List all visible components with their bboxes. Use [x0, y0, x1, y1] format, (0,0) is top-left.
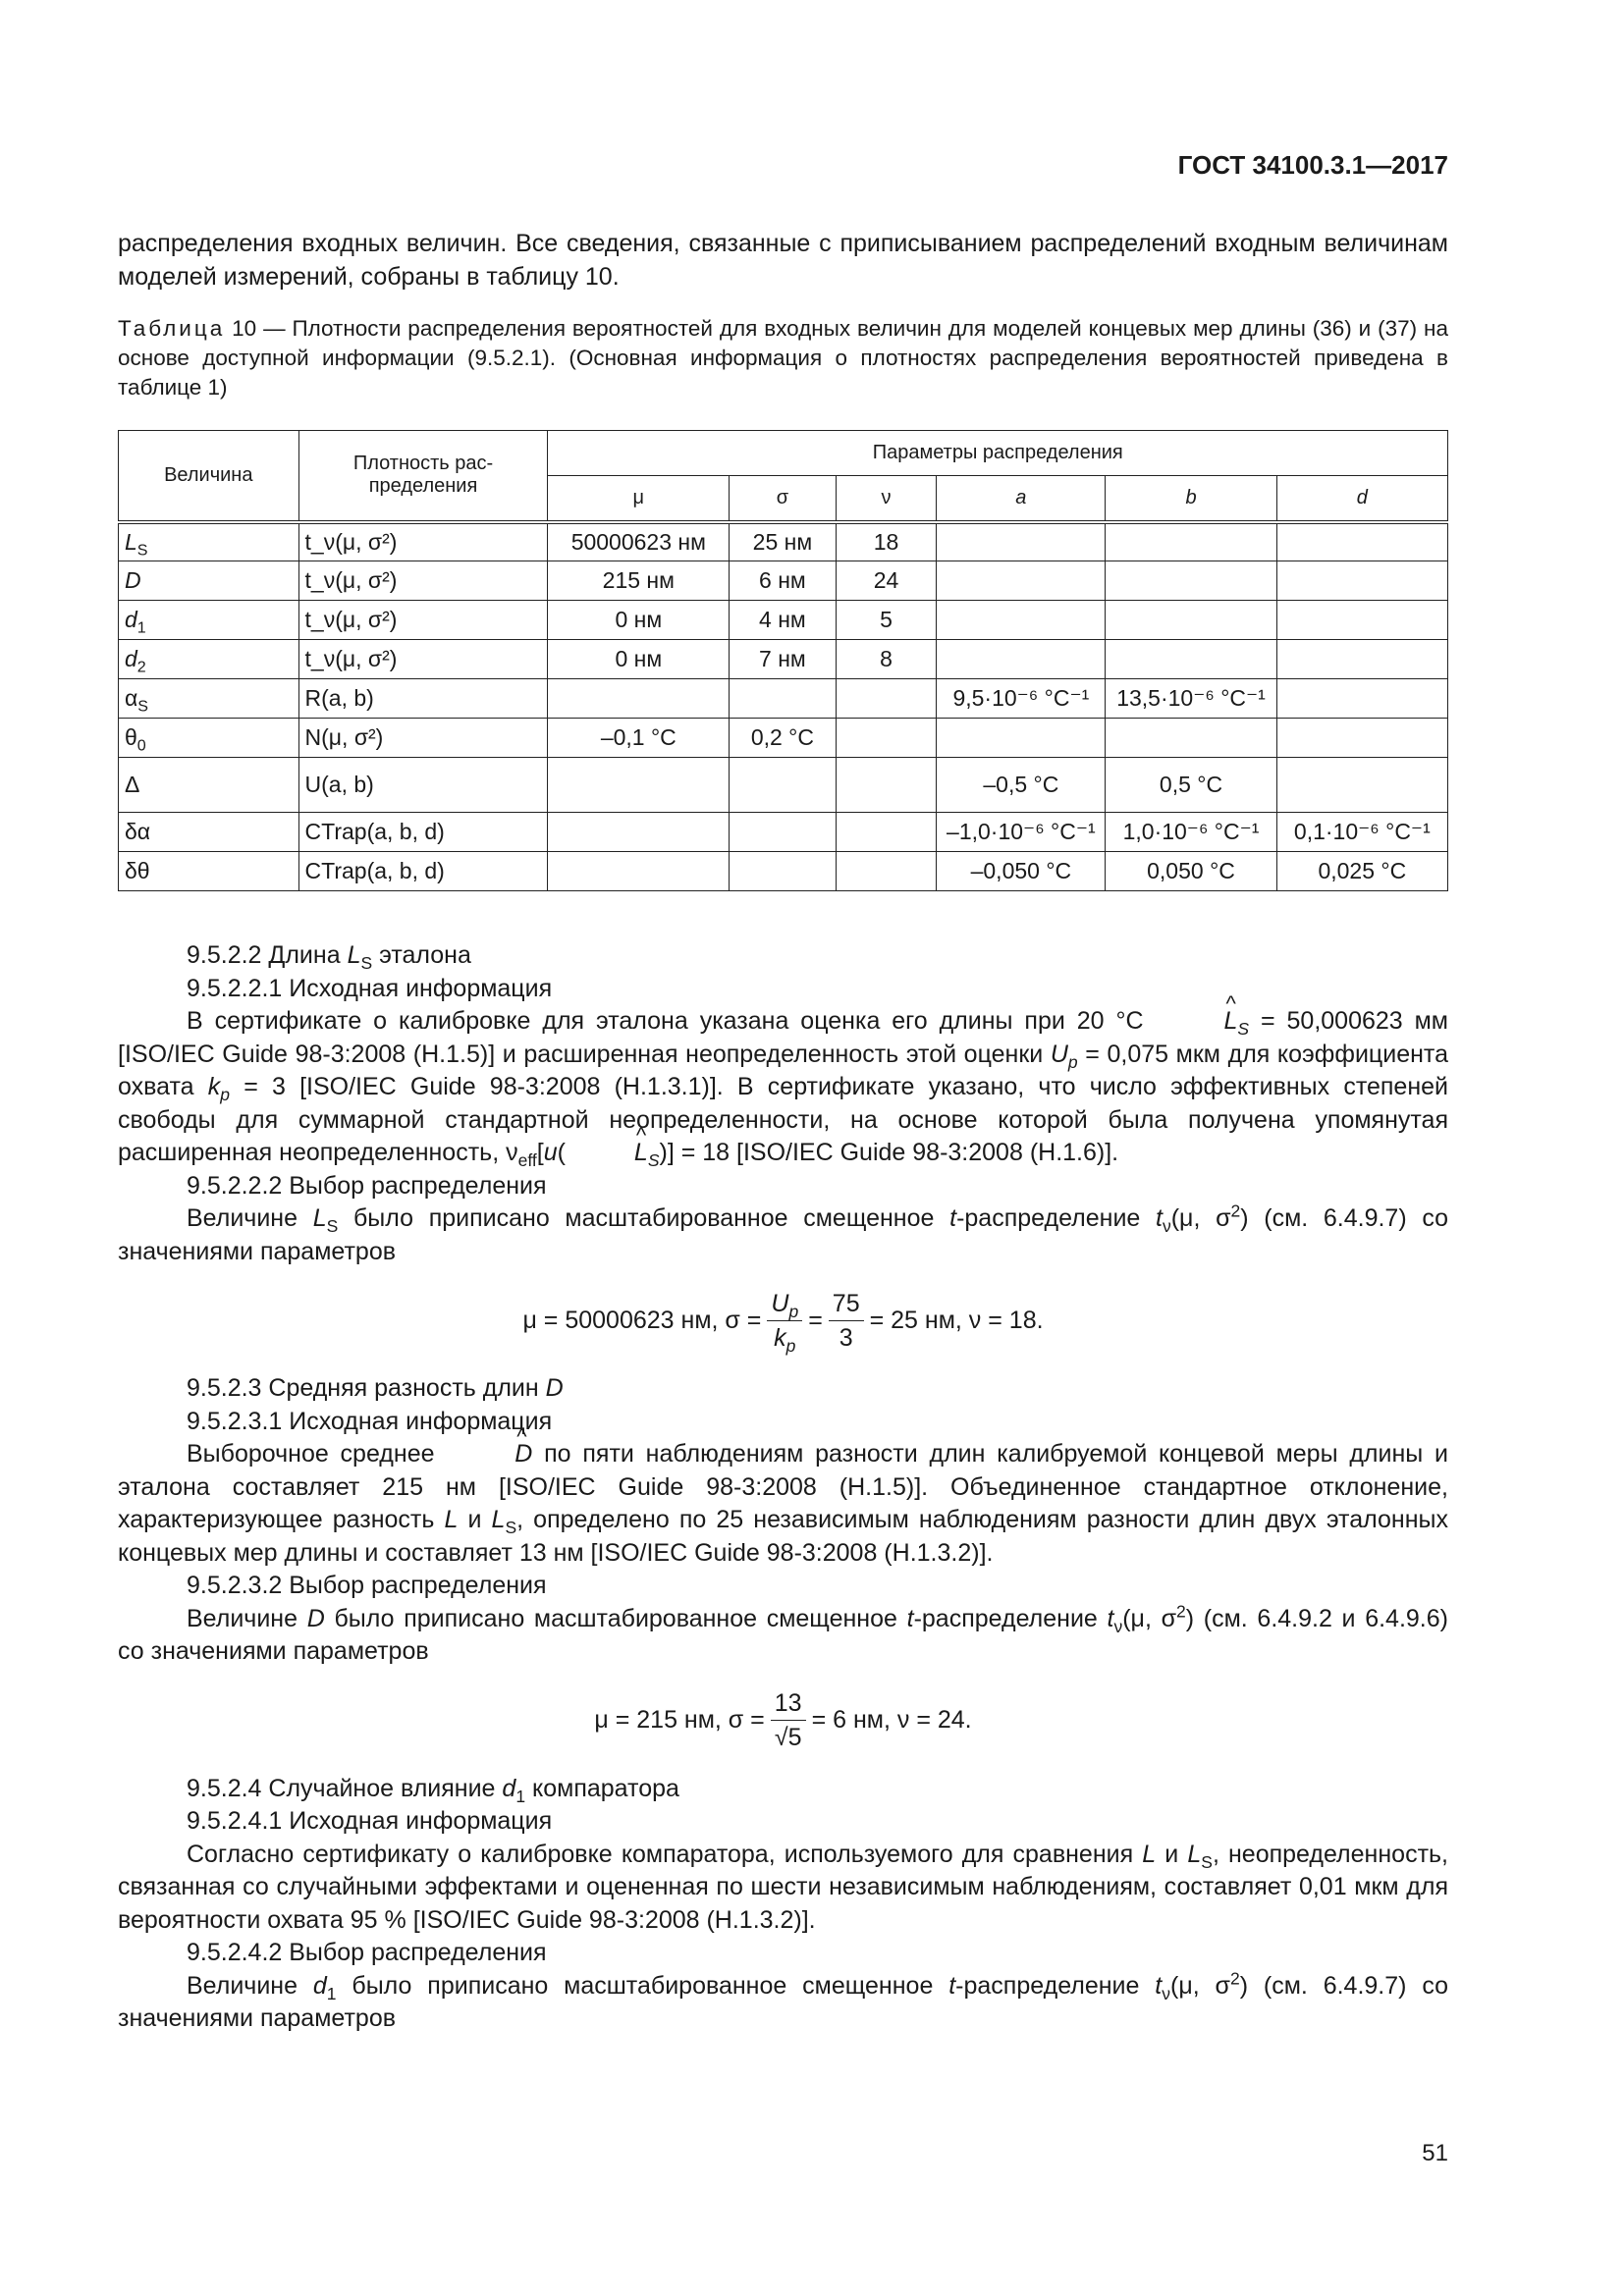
cell-d: 0,025 °C — [1276, 852, 1447, 891]
cell-dist: t_ν(μ, σ²) — [298, 561, 548, 601]
page-number: 51 — [1422, 2140, 1448, 2166]
table-row — [119, 640, 1448, 679]
paragraph-95242: Величине $d_1$ было приписано масштабированное смещенное t-распределение $t_\nu(\mu$, $\sigma^2$) (см. 6.4.9.7) со значениями параметров — [118, 1968, 1449, 2032]
section-heading-9522: 9.5.2.2 Длина $L_S$ эталона — [187, 941, 471, 973]
cell-d: 0,1·10⁻⁶ °C⁻¹ — [1276, 813, 1447, 852]
cell-b: 1,0·10⁻⁶ °C⁻¹ — [1106, 813, 1276, 852]
th-nu: ν — [836, 476, 937, 522]
cell-b — [1106, 601, 1276, 640]
th-a: a — [937, 476, 1106, 522]
cell-mu: 215 нм — [548, 561, 730, 601]
cell-nu — [836, 852, 937, 891]
cell-mu: 0 нм — [548, 640, 730, 679]
cell-b — [1106, 640, 1276, 679]
cell-b: 13,5·10⁻⁶ °C⁻¹ — [1106, 679, 1276, 719]
cell-sigma: 0,2 °C — [730, 719, 837, 758]
cell-sigma — [730, 852, 837, 891]
cell-mu — [548, 679, 730, 719]
cell-sigma: 6 нм — [730, 561, 837, 601]
th-params: Параметры распределения — [548, 431, 1448, 476]
cell-quantity: δα — [119, 813, 299, 852]
cell-b — [1106, 561, 1276, 601]
cell-quantity: $d_1$ — [119, 601, 299, 640]
cell-dist: t_ν(μ, σ²) — [298, 601, 548, 640]
caption-label: Таблица — [118, 316, 226, 341]
subsection-heading-95241: 9.5.2.4.1 Исходная информация — [187, 1807, 553, 1835]
cell-dist: R(a, b) — [298, 679, 548, 719]
cell-sigma: 25 нм — [730, 522, 837, 561]
cell-nu: 24 — [836, 561, 937, 601]
intro-paragraph: распределения входных величин. Все сведения, связанные с приписыванием распределений входным величинам моделей измерений, собраны в таблицу 10. — [118, 230, 1448, 291]
cell-mu — [548, 813, 730, 852]
table-row — [119, 813, 1448, 852]
cell-dist: N(μ, σ²) — [298, 719, 548, 758]
subsection-heading-95231: 9.5.2.3.1 Исходная информация — [187, 1407, 553, 1435]
cell-nu: 5 — [836, 601, 937, 640]
formula-ls: μ = 50000623 нм, σ = $\frac{U_p}{k_p}$ = $\frac{75}{3}$ = 25 нм, ν = 18. — [118, 1278, 1448, 1362]
cell-dist: CTrap(a, b, d) — [298, 813, 548, 852]
cell-dist: t_ν(μ, σ²) — [298, 640, 548, 679]
cell-sigma — [730, 758, 837, 813]
cell-a — [937, 719, 1106, 758]
cell-a — [937, 601, 1106, 640]
cell-d — [1276, 679, 1447, 719]
cell-mu — [548, 758, 730, 813]
table-caption — [118, 314, 1448, 402]
cell-a — [937, 561, 1106, 601]
cell-a: –0,050 °C — [937, 852, 1106, 891]
cell-a: 9,5·10⁻⁶ °C⁻¹ — [937, 679, 1106, 719]
cell-a — [937, 640, 1106, 679]
cell-quantity: $\theta_0$ — [119, 719, 299, 758]
cell-sigma: 7 нм — [730, 640, 837, 679]
paragraph-95241: Согласно сертификату о калибровке компаратора, используемого для сравнения L и $L_S$, неопределенность, связанная со случайными эффектами и оцененная по шести независимым наблюдениям, составляет 0,01 мкм для вероятности охвата 95 % [ISO/IEC Guide 98-3:2008 (H.1.3.2)]. — [118, 1840, 1448, 1934]
caption-text: — Плотности распределения вероятностей для входных величин для моделей концевых мер длины (36) и (37) на основе доступной информации (9.5.2.1). (Основная информация о плотностях распределения вероятностей приведена в таблице 1) — [118, 316, 1448, 400]
table-row — [119, 601, 1448, 640]
cell-quantity: $d_2$ — [119, 640, 299, 679]
formula-d: μ = 215 нм, σ = $\frac{13}{√5}$ = 6 нм, ν = 24. — [118, 1679, 1448, 1763]
cell-dist: t_ν(μ, σ²) — [298, 522, 548, 561]
cell-quantity: Δ — [119, 758, 299, 813]
document-page — [118, 0, 1448, 2296]
th-sigma: σ — [730, 476, 837, 522]
subsection-heading-95222: 9.5.2.2.2 Выбор распределения — [187, 1171, 547, 1200]
th-quantity: Величина — [119, 431, 299, 522]
cell-a — [937, 522, 1106, 561]
table-row — [119, 561, 1448, 601]
cell-nu: 18 — [836, 522, 937, 561]
cell-quantity: δθ — [119, 852, 299, 891]
table-row — [119, 852, 1448, 891]
section-heading-9523: 9.5.2.3 Средняя разность длин D — [187, 1374, 564, 1402]
th-d: d — [1276, 476, 1447, 522]
subsection-heading-95232: 9.5.2.3.2 Выбор распределения — [187, 1572, 547, 1599]
cell-b: 0,5 °C — [1106, 758, 1276, 813]
cell-nu: 8 — [836, 640, 937, 679]
cell-quantity: $\alpha_S$ — [119, 679, 299, 719]
cell-d — [1276, 758, 1447, 813]
cell-b: 0,050 °C — [1106, 852, 1276, 891]
section-heading-9524: 9.5.2.4 Случайное влияние $d_1$ компаратора — [187, 1774, 679, 1806]
subsection-heading-95242: 9.5.2.4.2 Выбор распределения — [187, 1939, 547, 1966]
cell-dist: CTrap(a, b, d) — [298, 852, 548, 891]
th-density: Плотность рас-пределения — [298, 431, 548, 522]
standard-header: ГОСТ 34100.3.1—2017 — [1177, 150, 1448, 180]
subsection-heading-95221: 9.5.2.2.1 Исходная информация — [187, 974, 553, 1002]
cell-d — [1276, 719, 1447, 758]
th-mu: μ — [548, 476, 730, 522]
cell-mu: –0,1 °C — [548, 719, 730, 758]
cell-nu — [836, 813, 937, 852]
cell-b — [1106, 719, 1276, 758]
cell-d — [1276, 601, 1447, 640]
distribution-table — [118, 430, 1448, 891]
paragraph-95232: Величине D было приписано масштабированное смещенное t-распределение $t_\nu(\mu$, $\sigma^2$) (см. 6.4.9.2 и 6.4.9.6) со значениями параметров — [118, 1601, 1448, 1665]
cell-dist: U(a, b) — [298, 758, 548, 813]
paragraph-95222: Величине $L_S$ было приписано масштабированное смещенное t-распределение $t_\nu(\mu$, $\sigma^2$) (см. 6.4.9.7) со значениями параметров — [118, 1201, 1449, 1265]
cell-nu — [836, 719, 937, 758]
cell-a: –1,0·10⁻⁶ °C⁻¹ — [937, 813, 1106, 852]
table-row — [119, 522, 1448, 561]
cell-d — [1276, 640, 1447, 679]
table-row — [119, 758, 1448, 813]
paragraph-95221: В сертификате о калибровке для эталона указана оценка его длины при 20 °C ^ $L_S = 50,000623$ мм [ISO/IEC Guide 98-3:2008 (H.1.5)] и расширенная неопределенность этой оценки $U_p = 0,075$ мкм для коэффициента охвата $k_p = 3$ [ISO/IEC Guide 98-3:2008 (H.1.3.1)]. В сертификате указано, что число эффективных степеней свободы для суммарной стандартной неопределенности, на основе которой была получена упомянутая расширенная неопределенность, $\nu_{eff}[u(\^{}$ $L_S)] = 18$ [ISO/IEC Guide 98-3:2008 (H.1.6)]. — [118, 1005, 1448, 1170]
cell-mu: 0 нм — [548, 601, 730, 640]
cell-b — [1106, 522, 1276, 561]
table-row — [119, 679, 1448, 719]
table-row — [119, 719, 1448, 758]
paragraph-95231: Выборочное среднее ^ D по пяти наблюдениям разности длин калибруемой концевой меры длины и эталона составляет 215 нм [ISO/IEC Guide 98-3:2008 (H.1.5)]. Объединенное стандартное отклонение, характеризующее разность L и $L_S$, определено по 25 независимым наблюдениям разности длин двух эталонных концевых мер длины и составляет 13 нм [ISO/IEC Guide 98-3:2008 (H.1.3.2)]. — [118, 1438, 1448, 1570]
cell-quantity: D — [119, 561, 299, 601]
cell-nu — [836, 679, 937, 719]
caption-number: 10 — [232, 316, 257, 341]
th-b: b — [1106, 476, 1276, 522]
cell-sigma — [730, 813, 837, 852]
cell-d — [1276, 561, 1447, 601]
cell-sigma — [730, 679, 837, 719]
cell-d — [1276, 522, 1447, 561]
cell-sigma: 4 нм — [730, 601, 837, 640]
cell-a: –0,5 °C — [937, 758, 1106, 813]
cell-nu — [836, 758, 937, 813]
cell-quantity: $L_S$ — [119, 522, 299, 561]
body-text — [118, 939, 1448, 2036]
cell-mu: 50000623 нм — [548, 522, 730, 561]
cell-mu — [548, 852, 730, 891]
